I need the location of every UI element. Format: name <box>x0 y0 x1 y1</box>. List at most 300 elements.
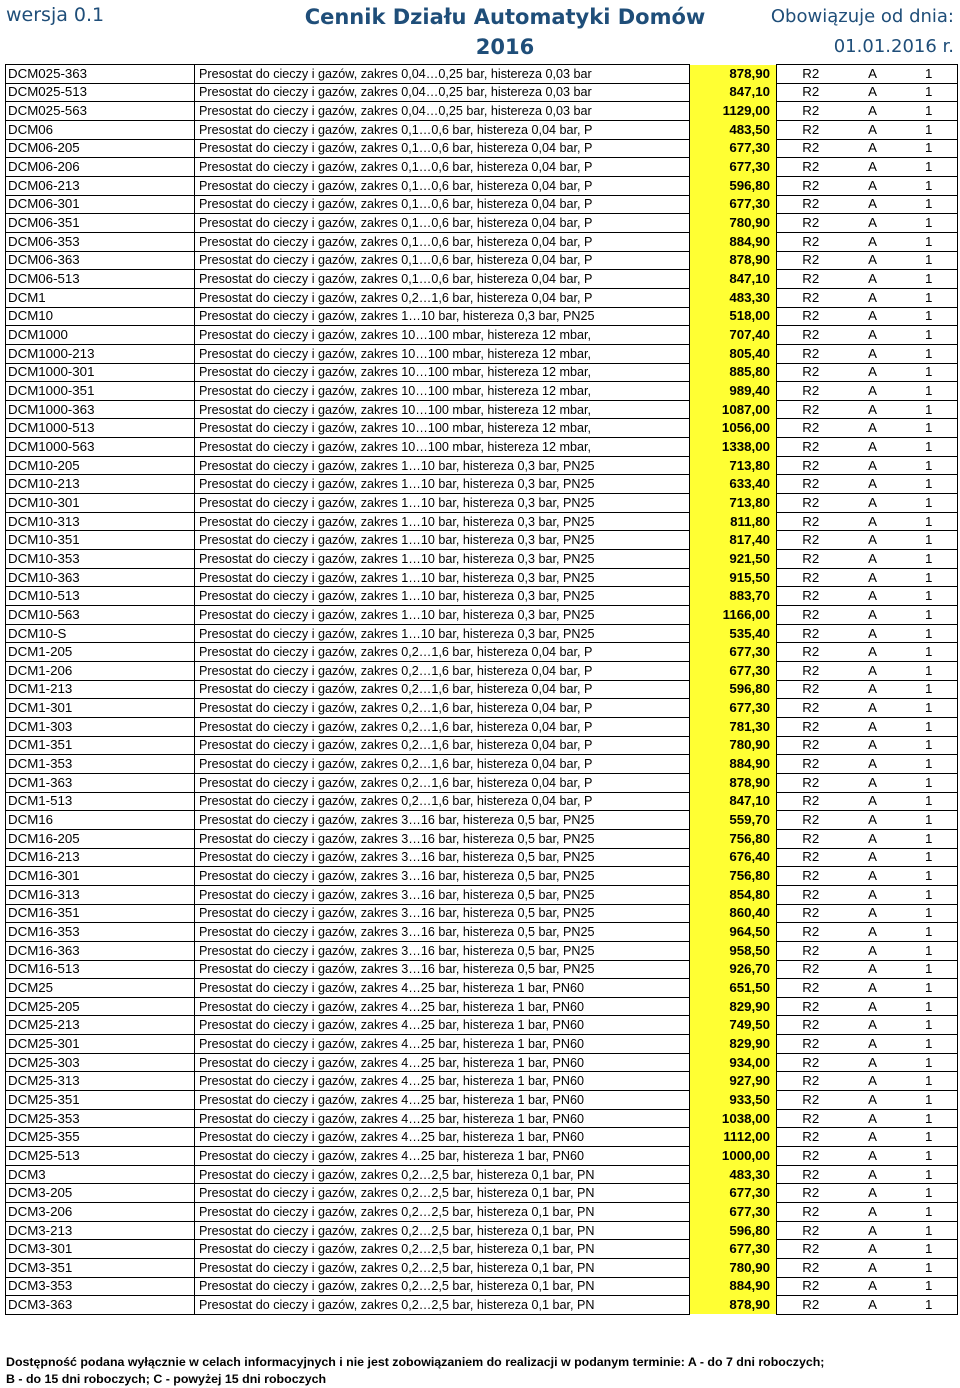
price-group: R2 <box>777 960 845 979</box>
product-price: 884,90 <box>690 755 777 774</box>
availability-note-line-2: B - do 15 dni roboczych; C - powyżej 15 dni roboczych <box>6 1372 327 1386</box>
price-group: R2 <box>777 270 845 289</box>
table-row <box>6 251 958 270</box>
availability: A <box>845 288 901 307</box>
table-row <box>6 1072 958 1091</box>
price-group: R2 <box>777 494 845 513</box>
product-description: Presostat do cieczy i gazów, zakres 0,2…1,6 bar, histereza 0,04 bar, P <box>195 662 690 681</box>
unit-quantity: 1 <box>901 717 958 736</box>
availability: A <box>845 1016 901 1035</box>
product-description: Presostat do cieczy i gazów, zakres 1…10 bar, histereza 0,3 bar, PN25 <box>195 475 690 494</box>
product-code: DCM1-303 <box>6 717 195 736</box>
availability: A <box>845 120 901 139</box>
table-row <box>6 1147 958 1166</box>
product-price: 805,40 <box>690 344 777 363</box>
price-group: R2 <box>777 195 845 214</box>
unit-quantity: 1 <box>901 1221 958 1240</box>
product-description: Presostat do cieczy i gazów, zakres 0,04…0,25 bar, histereza 0,03 bar <box>195 65 690 84</box>
title-line-2: 2016 <box>475 35 535 59</box>
price-group: R2 <box>777 120 845 139</box>
unit-quantity: 1 <box>901 512 958 531</box>
availability: A <box>845 1165 901 1184</box>
product-code: DCM25-513 <box>6 1147 195 1166</box>
product-code: DCM16 <box>6 811 195 830</box>
table-row <box>6 829 958 848</box>
unit-quantity: 1 <box>901 270 958 289</box>
availability-note <box>6 1354 956 1388</box>
product-price: 677,30 <box>690 139 777 158</box>
table-row <box>6 531 958 550</box>
product-price: 713,80 <box>690 456 777 475</box>
table-row <box>6 1109 958 1128</box>
product-code: DCM10-563 <box>6 606 195 625</box>
table-row <box>6 941 958 960</box>
table-row <box>6 662 958 681</box>
product-code: DCM25-301 <box>6 1035 195 1054</box>
table-row <box>6 419 958 438</box>
product-description: Presostat do cieczy i gazów, zakres 4…25 bar, histereza 1 bar, PN60 <box>195 1109 690 1128</box>
availability: A <box>845 1091 901 1110</box>
table-row <box>6 568 958 587</box>
product-description: Presostat do cieczy i gazów, zakres 3…16 bar, histereza 0,5 bar, PN25 <box>195 941 690 960</box>
product-code: DCM1-353 <box>6 755 195 774</box>
availability: A <box>845 232 901 251</box>
table-row <box>6 195 958 214</box>
availability: A <box>845 1128 901 1147</box>
product-description: Presostat do cieczy i gazów, zakres 0,2…2,5 bar, histereza 0,1 bar, PN <box>195 1240 690 1259</box>
page-title <box>250 2 760 62</box>
product-code: DCM1-301 <box>6 699 195 718</box>
product-code: DCM10-513 <box>6 587 195 606</box>
unit-quantity: 1 <box>901 344 958 363</box>
product-price: 483,50 <box>690 120 777 139</box>
product-code: DCM3-206 <box>6 1203 195 1222</box>
product-price: 483,30 <box>690 288 777 307</box>
table-row <box>6 1240 958 1259</box>
product-description: Presostat do cieczy i gazów, zakres 3…16 bar, histereza 0,5 bar, PN25 <box>195 811 690 830</box>
price-group: R2 <box>777 1165 845 1184</box>
product-code: DCM3 <box>6 1165 195 1184</box>
price-group: R2 <box>777 65 845 84</box>
product-price: 854,80 <box>690 885 777 904</box>
product-price: 933,50 <box>690 1091 777 1110</box>
table-row <box>6 307 958 326</box>
availability: A <box>845 960 901 979</box>
table-row <box>6 438 958 457</box>
unit-quantity: 1 <box>901 1072 958 1091</box>
table-row <box>6 344 958 363</box>
product-price: 878,90 <box>690 251 777 270</box>
table-row <box>6 699 958 718</box>
price-group: R2 <box>777 811 845 830</box>
table-row <box>6 979 958 998</box>
availability: A <box>845 1109 901 1128</box>
unit-quantity: 1 <box>901 1184 958 1203</box>
price-group: R2 <box>777 456 845 475</box>
unit-quantity: 1 <box>901 1165 958 1184</box>
product-price: 535,40 <box>690 624 777 643</box>
product-description: Presostat do cieczy i gazów, zakres 0,2…1,6 bar, histereza 0,04 bar, P <box>195 792 690 811</box>
availability: A <box>845 699 901 718</box>
product-description: Presostat do cieczy i gazów, zakres 4…25 bar, histereza 1 bar, PN60 <box>195 997 690 1016</box>
product-price: 1129,00 <box>690 102 777 121</box>
price-group: R2 <box>777 214 845 233</box>
product-code: DCM16-213 <box>6 848 195 867</box>
unit-quantity: 1 <box>901 1053 958 1072</box>
availability: A <box>845 606 901 625</box>
price-group: R2 <box>777 400 845 419</box>
price-group: R2 <box>777 326 845 345</box>
availability: A <box>845 811 901 830</box>
price-group: R2 <box>777 531 845 550</box>
unit-quantity: 1 <box>901 251 958 270</box>
product-price: 781,30 <box>690 717 777 736</box>
product-description: Presostat do cieczy i gazów, zakres 4…25 bar, histereza 1 bar, PN60 <box>195 1091 690 1110</box>
availability: A <box>845 270 901 289</box>
product-description: Presostat do cieczy i gazów, zakres 1…10 bar, histereza 0,3 bar, PN25 <box>195 624 690 643</box>
availability: A <box>845 1147 901 1166</box>
product-price: 749,50 <box>690 1016 777 1035</box>
unit-quantity: 1 <box>901 848 958 867</box>
availability: A <box>845 997 901 1016</box>
availability: A <box>845 867 901 886</box>
price-group: R2 <box>777 1035 845 1054</box>
table-row <box>6 65 958 84</box>
price-group: R2 <box>777 1072 845 1091</box>
product-price: 817,40 <box>690 531 777 550</box>
product-price: 926,70 <box>690 960 777 979</box>
unit-quantity: 1 <box>901 214 958 233</box>
product-description: Presostat do cieczy i gazów, zakres 0,2…2,5 bar, histereza 0,1 bar, PN <box>195 1296 690 1315</box>
price-group: R2 <box>777 1259 845 1278</box>
product-price: 1112,00 <box>690 1128 777 1147</box>
table-row <box>6 494 958 513</box>
product-price: 878,90 <box>690 1296 777 1315</box>
unit-quantity: 1 <box>901 960 958 979</box>
unit-quantity: 1 <box>901 923 958 942</box>
product-description: Presostat do cieczy i gazów, zakres 3…16 bar, histereza 0,5 bar, PN25 <box>195 904 690 923</box>
unit-quantity: 1 <box>901 363 958 382</box>
product-price: 780,90 <box>690 214 777 233</box>
product-price: 1087,00 <box>690 400 777 419</box>
price-group: R2 <box>777 736 845 755</box>
version-label: wersja 0.1 <box>6 4 105 26</box>
table-row <box>6 587 958 606</box>
product-code: DCM06-205 <box>6 139 195 158</box>
product-description: Presostat do cieczy i gazów, zakres 4…25 bar, histereza 1 bar, PN60 <box>195 1128 690 1147</box>
price-group: R2 <box>777 941 845 960</box>
product-description: Presostat do cieczy i gazów, zakres 3…16 bar, histereza 0,5 bar, PN25 <box>195 867 690 886</box>
price-group: R2 <box>777 1277 845 1296</box>
price-group: R2 <box>777 1184 845 1203</box>
table-row <box>6 158 958 177</box>
availability: A <box>845 904 901 923</box>
availability: A <box>845 923 901 942</box>
availability: A <box>845 65 901 84</box>
unit-quantity: 1 <box>901 195 958 214</box>
product-description: Presostat do cieczy i gazów, zakres 0,2…1,6 bar, histereza 0,04 bar, P <box>195 699 690 718</box>
product-price: 921,50 <box>690 550 777 569</box>
availability: A <box>845 662 901 681</box>
price-group: R2 <box>777 1053 845 1072</box>
price-group: R2 <box>777 1221 845 1240</box>
price-group: R2 <box>777 867 845 886</box>
price-group: R2 <box>777 232 845 251</box>
price-table <box>5 64 958 1315</box>
table-row <box>6 811 958 830</box>
table-row <box>6 382 958 401</box>
table-row <box>6 550 958 569</box>
table-row <box>6 867 958 886</box>
product-price: 883,70 <box>690 587 777 606</box>
product-description: Presostat do cieczy i gazów, zakres 0,1…0,6 bar, histereza 0,04 bar, P <box>195 214 690 233</box>
unit-quantity: 1 <box>901 773 958 792</box>
table-row <box>6 326 958 345</box>
price-group: R2 <box>777 139 845 158</box>
price-group: R2 <box>777 885 845 904</box>
product-price: 756,80 <box>690 829 777 848</box>
product-price: 847,10 <box>690 270 777 289</box>
availability: A <box>845 494 901 513</box>
product-price: 885,80 <box>690 363 777 382</box>
product-description: Presostat do cieczy i gazów, zakres 1…10 bar, histereza 0,3 bar, PN25 <box>195 550 690 569</box>
product-price: 677,30 <box>690 158 777 177</box>
product-description: Presostat do cieczy i gazów, zakres 1…10 bar, histereza 0,3 bar, PN25 <box>195 307 690 326</box>
availability: A <box>845 755 901 774</box>
product-description: Presostat do cieczy i gazów, zakres 0,2…2,5 bar, histereza 0,1 bar, PN <box>195 1277 690 1296</box>
product-code: DCM3-363 <box>6 1296 195 1315</box>
product-price: 676,40 <box>690 848 777 867</box>
product-description: Presostat do cieczy i gazów, zakres 1…10 bar, histereza 0,3 bar, PN25 <box>195 587 690 606</box>
product-code: DCM25-353 <box>6 1109 195 1128</box>
unit-quantity: 1 <box>901 102 958 121</box>
product-description: Presostat do cieczy i gazów, zakres 1…10 bar, histereza 0,3 bar, PN25 <box>195 606 690 625</box>
price-group: R2 <box>777 643 845 662</box>
product-description: Presostat do cieczy i gazów, zakres 10…100 mbar, histereza 12 mbar, <box>195 326 690 345</box>
product-description: Presostat do cieczy i gazów, zakres 0,1…0,6 bar, histereza 0,04 bar, P <box>195 120 690 139</box>
availability: A <box>845 475 901 494</box>
title-line-1: Cennik Działu Automatyki Domów <box>304 5 706 29</box>
product-code: DCM06-213 <box>6 176 195 195</box>
product-price: 633,40 <box>690 475 777 494</box>
table-row <box>6 848 958 867</box>
product-code: DCM25-313 <box>6 1072 195 1091</box>
table-row <box>6 1203 958 1222</box>
unit-quantity: 1 <box>901 326 958 345</box>
availability: A <box>845 1221 901 1240</box>
price-group: R2 <box>777 251 845 270</box>
product-code: DCM10-353 <box>6 550 195 569</box>
availability: A <box>845 1053 901 1072</box>
unit-quantity: 1 <box>901 531 958 550</box>
product-price: 1056,00 <box>690 419 777 438</box>
availability: A <box>845 848 901 867</box>
product-description: Presostat do cieczy i gazów, zakres 0,2…1,6 bar, histereza 0,04 bar, P <box>195 736 690 755</box>
table-row <box>6 400 958 419</box>
product-price: 884,90 <box>690 1277 777 1296</box>
product-price: 847,10 <box>690 792 777 811</box>
product-description: Presostat do cieczy i gazów, zakres 0,2…2,5 bar, histereza 0,1 bar, PN <box>195 1203 690 1222</box>
unit-quantity: 1 <box>901 979 958 998</box>
product-description: Presostat do cieczy i gazów, zakres 3…16 bar, histereza 0,5 bar, PN25 <box>195 848 690 867</box>
product-price: 596,80 <box>690 1221 777 1240</box>
availability: A <box>845 829 901 848</box>
table-row <box>6 1091 958 1110</box>
unit-quantity: 1 <box>901 438 958 457</box>
product-code: DCM1000-363 <box>6 400 195 419</box>
product-price: 707,40 <box>690 326 777 345</box>
product-description: Presostat do cieczy i gazów, zakres 1…10 bar, histereza 0,3 bar, PN25 <box>195 531 690 550</box>
table-row <box>6 1165 958 1184</box>
product-description: Presostat do cieczy i gazów, zakres 0,2…2,5 bar, histereza 0,1 bar, PN <box>195 1184 690 1203</box>
product-price: 847,10 <box>690 83 777 102</box>
product-description: Presostat do cieczy i gazów, zakres 4…25 bar, histereza 1 bar, PN60 <box>195 1053 690 1072</box>
product-description: Presostat do cieczy i gazów, zakres 0,2…1,6 bar, histereza 0,04 bar, P <box>195 680 690 699</box>
product-code: DCM3-213 <box>6 1221 195 1240</box>
price-group: R2 <box>777 904 845 923</box>
table-row <box>6 1296 958 1315</box>
price-group: R2 <box>777 1109 845 1128</box>
unit-quantity: 1 <box>901 811 958 830</box>
table-row <box>6 624 958 643</box>
availability: A <box>845 307 901 326</box>
table-row <box>6 512 958 531</box>
unit-quantity: 1 <box>901 400 958 419</box>
price-group: R2 <box>777 344 845 363</box>
unit-quantity: 1 <box>901 176 958 195</box>
table-row <box>6 288 958 307</box>
product-code: DCM25-303 <box>6 1053 195 1072</box>
availability: A <box>845 717 901 736</box>
product-price: 596,80 <box>690 176 777 195</box>
unit-quantity: 1 <box>901 643 958 662</box>
availability: A <box>845 587 901 606</box>
price-group: R2 <box>777 587 845 606</box>
product-code: DCM1000-213 <box>6 344 195 363</box>
availability: A <box>845 214 901 233</box>
unit-quantity: 1 <box>901 941 958 960</box>
unit-quantity: 1 <box>901 1109 958 1128</box>
table-row <box>6 1016 958 1035</box>
product-code: DCM25-351 <box>6 1091 195 1110</box>
unit-quantity: 1 <box>901 829 958 848</box>
unit-quantity: 1 <box>901 232 958 251</box>
availability: A <box>845 344 901 363</box>
table-row <box>6 904 958 923</box>
availability: A <box>845 979 901 998</box>
availability: A <box>845 643 901 662</box>
product-code: DCM06-353 <box>6 232 195 251</box>
availability: A <box>845 419 901 438</box>
product-price: 829,90 <box>690 997 777 1016</box>
product-price: 677,30 <box>690 1203 777 1222</box>
product-code: DCM06-206 <box>6 158 195 177</box>
table-row <box>6 736 958 755</box>
price-group: R2 <box>777 568 845 587</box>
unit-quantity: 1 <box>901 624 958 643</box>
price-table-body <box>6 65 958 1315</box>
availability: A <box>845 251 901 270</box>
table-row <box>6 885 958 904</box>
unit-quantity: 1 <box>901 662 958 681</box>
product-description: Presostat do cieczy i gazów, zakres 0,1…0,6 bar, histereza 0,04 bar, P <box>195 270 690 289</box>
availability: A <box>845 83 901 102</box>
availability: A <box>845 102 901 121</box>
product-code: DCM1 <box>6 288 195 307</box>
product-price: 884,90 <box>690 232 777 251</box>
unit-quantity: 1 <box>901 307 958 326</box>
price-group: R2 <box>777 979 845 998</box>
unit-quantity: 1 <box>901 1203 958 1222</box>
product-description: Presostat do cieczy i gazów, zakres 1…10 bar, histereza 0,3 bar, PN25 <box>195 568 690 587</box>
availability: A <box>845 1035 901 1054</box>
availability: A <box>845 195 901 214</box>
unit-quantity: 1 <box>901 792 958 811</box>
price-group: R2 <box>777 848 845 867</box>
product-price: 677,30 <box>690 1184 777 1203</box>
product-code: DCM16-205 <box>6 829 195 848</box>
product-price: 651,50 <box>690 979 777 998</box>
unit-quantity: 1 <box>901 885 958 904</box>
unit-quantity: 1 <box>901 606 958 625</box>
product-description: Presostat do cieczy i gazów, zakres 10…100 mbar, histereza 12 mbar, <box>195 344 690 363</box>
product-code: DCM10-351 <box>6 531 195 550</box>
product-code: DCM1-351 <box>6 736 195 755</box>
availability: A <box>845 736 901 755</box>
product-description: Presostat do cieczy i gazów, zakres 0,2…2,5 bar, histereza 0,1 bar, PN <box>195 1259 690 1278</box>
unit-quantity: 1 <box>901 1147 958 1166</box>
table-row <box>6 120 958 139</box>
product-price: 989,40 <box>690 382 777 401</box>
product-price: 756,80 <box>690 867 777 886</box>
product-code: DCM06-301 <box>6 195 195 214</box>
validity-date <box>771 2 954 62</box>
availability: A <box>845 773 901 792</box>
table-row <box>6 139 958 158</box>
product-description: Presostat do cieczy i gazów, zakres 0,1…0,6 bar, histereza 0,04 bar, P <box>195 232 690 251</box>
product-price: 1038,00 <box>690 1109 777 1128</box>
table-row <box>6 214 958 233</box>
price-group: R2 <box>777 288 845 307</box>
table-row <box>6 792 958 811</box>
product-price: 1338,00 <box>690 438 777 457</box>
product-description: Presostat do cieczy i gazów, zakres 0,1…0,6 bar, histereza 0,04 bar, P <box>195 195 690 214</box>
availability: A <box>845 1259 901 1278</box>
table-row <box>6 102 958 121</box>
availability: A <box>845 363 901 382</box>
product-description: Presostat do cieczy i gazów, zakres 0,04…0,25 bar, histereza 0,03 bar <box>195 102 690 121</box>
unit-quantity: 1 <box>901 83 958 102</box>
unit-quantity: 1 <box>901 587 958 606</box>
unit-quantity: 1 <box>901 1091 958 1110</box>
product-description: Presostat do cieczy i gazów, zakres 0,1…0,6 bar, histereza 0,04 bar, P <box>195 176 690 195</box>
product-description: Presostat do cieczy i gazów, zakres 0,1…0,6 bar, histereza 0,04 bar, P <box>195 139 690 158</box>
product-code: DCM25-355 <box>6 1128 195 1147</box>
price-group: R2 <box>777 83 845 102</box>
price-group: R2 <box>777 158 845 177</box>
unit-quantity: 1 <box>901 867 958 886</box>
product-code: DCM025-563 <box>6 102 195 121</box>
product-description: Presostat do cieczy i gazów, zakres 4…25 bar, histereza 1 bar, PN60 <box>195 1147 690 1166</box>
product-description: Presostat do cieczy i gazów, zakres 0,1…0,6 bar, histereza 0,04 bar, P <box>195 158 690 177</box>
availability: A <box>845 1203 901 1222</box>
product-price: 915,50 <box>690 568 777 587</box>
unit-quantity: 1 <box>901 680 958 699</box>
product-code: DCM10-301 <box>6 494 195 513</box>
product-description: Presostat do cieczy i gazów, zakres 3…16 bar, histereza 0,5 bar, PN25 <box>195 829 690 848</box>
product-description: Presostat do cieczy i gazów, zakres 10…100 mbar, histereza 12 mbar, <box>195 419 690 438</box>
product-price: 958,50 <box>690 941 777 960</box>
